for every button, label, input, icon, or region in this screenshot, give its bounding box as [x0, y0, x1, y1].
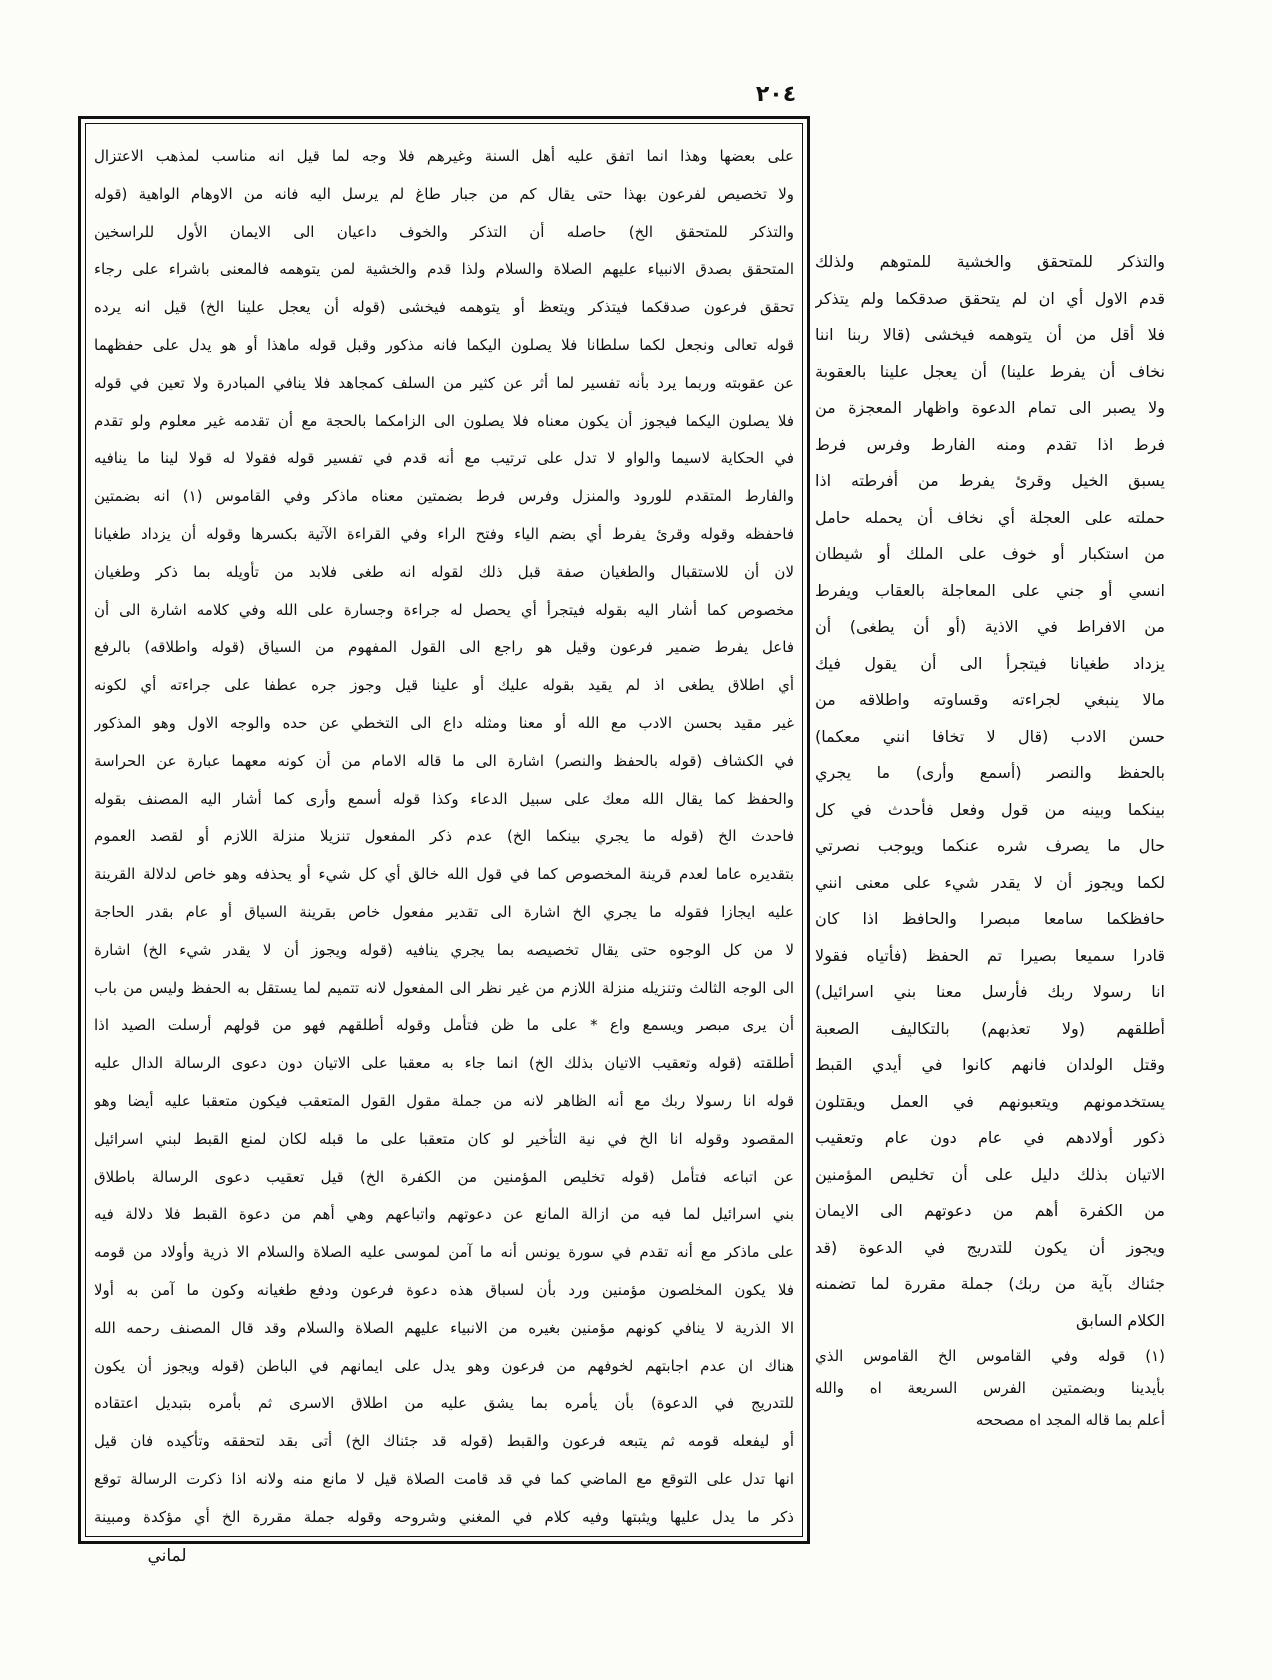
matn-line: لكما ويجوز أن لا يقدر شيء على معنى انني [815, 872, 1165, 892]
commentary-line: المقصود وقوله انا الخ في نية التأخير لو كان متعقبا على ما قبله لكان لمنع القبط لبني اسرائيل [94, 1129, 794, 1148]
matn-line: قادرا سميعا بصيرا تم الحفظ (فأتياه فقولا [815, 945, 1165, 965]
commentary-line: عليه ايجازا فقوله ما يجري الخ اشارة الى تقدير مفعول خاص بقرينة السياق أو عام بقدر الحاجة [94, 902, 794, 921]
commentary-line: أو ليفعله قومه ثم يتبعه فرعون والقبط (قوله قد جئناك الخ) أتى بقد لتحققه وتأكيده فان قيل [94, 1432, 794, 1451]
matn-line: والتذكر للمتحقق والخشية للمتوهم ولذلك [815, 252, 1165, 271]
commentary-line: قوله تعالى ونجعل لكما سلطانا فلا يصلون اليكما فانه مذكور وقبل قوله ماهذا أو هو يدل على حفظهما [94, 335, 794, 354]
commentary-line: أن يرى مبصر ويسمع واع * على ما ظن فتأمل وقوله أطلقهم فهو من قولهم أرسلت الصيد اذا [94, 1016, 794, 1035]
matn-line: الكلام السابق [1076, 1310, 1165, 1330]
matn-line: الاتيان بذلك دليل على أن تخليص المؤمنين [815, 1164, 1165, 1184]
commentary-line: ذكر ما يدل عليها ويثبتها وفيه كلام في المغني وشروحه وقوله جملة مقررة الخ أي مؤكدة ومبينة [94, 1507, 794, 1526]
matn-line: يسبق الخيل وقرئ يفرط من أفرطته اذا [815, 471, 1165, 490]
matn-line: وقتل الولدان فانهم كانوا في أيدي القبط [815, 1055, 1165, 1074]
matn-line: حسن الادب (قال لا تخافا انني معكما) [815, 726, 1165, 746]
matn-line: ويجوز أن يكون للتدريج في الدعوة (قد [815, 1237, 1165, 1257]
commentary-line: في الحكاية لاسيما والواو لا تدل على ترتيب مع أنه قدم في تفسير قوله فقولا له قولا لينا ما ينافيه [94, 449, 794, 468]
commentary-line: هناك ان عدم اجابتهم لخوفهم من فرعون وهو يدل على ايمانهم في الباطن (قوله ويجوز أن يكون [94, 1356, 794, 1375]
commentary-line: على بعضها وهذا انما اتفق عليه أهل السنة وغيرهم فلا وجه لما قيل انه مناسب لمذهب الاعتزال [94, 147, 794, 165]
commentary-line: للتدريج في الدعوة) بأن يأمره بما يشق عليه من اطلاق الاسرى ثم بأمره بتبديل اعتقاده [94, 1394, 794, 1413]
matn-line: فلا أقل من أن يتوهمه فيخشى (قالا ربنا اننا [815, 325, 1165, 344]
matn-line: جئناك بآية من ربك) جملة مقررة لما تضمنه [815, 1274, 1165, 1293]
matn-line: ولا يصبر الى تمام الدعوة واظهار المعجزة من [815, 398, 1165, 417]
matn-line: قدم الاول أي ان لم يتحقق صدقكما ولم يتذكر [815, 288, 1165, 308]
footnote-line: (١) قوله وفي القاموس الخ القاموس الذي [815, 1347, 1165, 1365]
commentary-line: والتذكر للمتحقق الخ) حاصله أن التذكر والخوف داعيان الى الايمان الأول للراسخين [94, 222, 794, 241]
commentary-line: على ماذكر مع أنه تقدم في سورة يونس أنه ما آمن لموسى عليه الصلاة والسلام الا ذرية وأولاد من قومه [94, 1243, 794, 1262]
matn-column [815, 244, 1165, 1339]
matn-line: من الافراط في الاذية (أو أن يطغى) أن [815, 617, 1165, 636]
matn-line: حافظكما سامعا مبصرا والحافظ اذا كان [815, 909, 1165, 928]
matn-line: من الكفرة أهم من دعوتهم الى الايمان [815, 1201, 1165, 1220]
commentary-line: لان أن للاستقبال والطغيان صفة قبل ذلك لقوله انه طغى فلابد من تأويله بما ذكر وطغيان [94, 562, 794, 581]
footnote-line: بأيدينا وبضمتين الفرس السريعة اه والله [815, 1379, 1165, 1397]
commentary-line: بتقديره عاما لعدم قرينة المخصوص كما في قول الله خالق أي كل شيء أو يحذفه وهو خاص لدلالة القرينة [94, 865, 794, 884]
commentary-line: عن اتباعه فتأمل (قوله تخليص المؤمنين من الكفرة الخ) قيل تعقيب دعوى الرسالة باطلاق [94, 1167, 794, 1186]
commentary-line: فلا يصلون اليكما فيجوز أن يكون معناه فلا يصلون الى الزامكما بالحجة مع أن تقدمه غير معلوم ولو تقدم [94, 411, 794, 430]
catchword: لماني [147, 1546, 187, 1566]
footnote [815, 1340, 1165, 1436]
commentary-line: والحفظ كما يقال الله معك على سبيل الدعاء وكذا قوله أسمع وأرى كما أشار اليه المصنف بقوله [94, 789, 794, 808]
commentary-line: فاحفظه وقوله وقرئ يفرط أي بضم الياء وفتح الراء وفي القراءة الآتية بكسرها وقوله أن يزداد طغيانا [94, 524, 794, 543]
matn-line: حملته على العجلة أي نخاف أن يحمله حامل [815, 507, 1165, 527]
matn-line: بينكما وبينه من قول وفعل فأحدث في كل [815, 799, 1165, 819]
matn-line: يزداد طغيانا فيتجرأ الى أن يقول فيك [815, 653, 1165, 673]
commentary-line: انها تدل على التوقع مع الماضي كما في قد قامت الصلاة قيل لا مانع منه ولانه اذا ذكرت الرسالة توقع [94, 1469, 794, 1488]
commentary-line: الا الذرية لا ينافي كونهم مؤمنين بغيره من الانبياء عليهم الصلاة والسلام وقد قال المصنف رحمه الله [94, 1318, 794, 1337]
commentary-line: بني اسرائيل لما فيه من ازالة المانع عن دعوتهم واتباعهم وهي أهم من دعوة القبط فلا دلالة فيه [94, 1205, 794, 1224]
matn-line: حال ما يصرف شره عنكما ويوجب نصرتي [815, 836, 1165, 855]
commentary-line: ولا تخصيص لفرعون بهذا حتى يقال كم من جبار طاغ لم يرسل اليه فانه من الاوهام الواهية (قوله [94, 184, 794, 203]
commentary-text [94, 138, 794, 1536]
matn-line: ذكور أولادهم في عام دون عام وتعقيب [815, 1128, 1165, 1147]
commentary-line: لا من كل الوجوه حتى يقال تخصيصه بما يجري ينافيه (قوله ويجوز أن لا يقدر شيء الخ) اشارة [94, 940, 794, 959]
matn-line: نخاف أن يفرط علينا) أن يعجل علينا بالعقوبة [815, 361, 1165, 381]
commentary-line: غير مقيد بحسن الادب مع الله أو معنا ومثله داع الى التخطي عن حده والوجه الاول وهو المذكور [94, 713, 794, 732]
commentary-line: المتحقق بصدق الانبياء عليهم الصلاة والسلام ولذا قدم والخشية لمن يتوهمه فالمعنى باشراء على رجاء [94, 260, 794, 279]
commentary-line: والفارط المتقدم للورود والمنزل وفرس فرط بضمتين معناه ماذكر وفي القاموس (١) انه بضمتين [94, 487, 794, 506]
matn-line: أطلقهم (ولا تعذبهم) بالتكاليف الصعبة [815, 1018, 1165, 1038]
commentary-line: فاعل يفرط ضمير فرعون وقيل هو راجع الى القول المفهوم من السياق (قوله واطلاقه) بالرفع [94, 638, 794, 657]
page-number: ٢٠٤ [755, 82, 797, 107]
commentary-line: أطلقته (قوله وتعقيب الاتيان بذلك الخ) انما جاء به معقبا على الاتيان دون دعوى الرسالة الدال عليه [94, 1054, 794, 1073]
commentary-line: قوله انا رسولا ربك مع أنه الظاهر لانه من جملة مقول القول المتعقب فيكون متعقبا عليه أيضا وهو [94, 1091, 794, 1110]
commentary-line: أي اطلاق يطغى اذ لم يقيد بقوله عليك أو علينا قيل وجوز جره عطفا على جراءته أي لكونه [94, 676, 794, 695]
commentary-line: فاحدث الخ (قوله ما يجري بينكما الخ) عدم ذكر المفعول تنزيلا منزلة اللازم أو لقصد العموم [94, 827, 794, 846]
commentary-line: فلا يكون المخلصون مؤمنين ورد بأن لسباق هذه دعوة فرعون ودفع طغيانه وكون ما آمن به أولا [94, 1280, 794, 1299]
commentary-line: عن عقوبته وربما يرد بأنه تفسير لما أثر عن كثير من السلف كمجاهد فلا ينافي المبادرة ولا تعين في قوله [94, 373, 794, 392]
matn-line: يستخدمونهم ويتعبونهم في العمل ويقتلون [815, 1091, 1165, 1111]
commentary-line: الى الوجه الثالث وتنزيله منزلة اللازم من غير نظر الى المفعول لانه تتميم لما يستقل به الحفظ وليس من باب [94, 978, 794, 997]
matn-line: من استكبار أو خوف على الملك أو شيطان [815, 544, 1165, 563]
matn-line: انا رسولا ربك فأرسل معنا بني اسرائيل) [815, 982, 1165, 1001]
matn-line: فرط اذا تقدم ومنه الفارط وفرس فرط [815, 434, 1165, 454]
matn-line: مالا ينبغي لجراءته وقساوته واطلاقه من [815, 690, 1165, 709]
commentary-line: مخصوص كما أشار اليه بقوله فيتجرأ أي يحصل له جراءة وجسارة على الله وفي كلامه اشارة الى أن [94, 600, 794, 619]
commentary-line: في الكشاف (قوله بالحفظ والنصر) اشارة الى ما قاله الامام من أن كونه معهما عبارة عن الحراسة [94, 751, 794, 770]
matn-line: بالحفظ والنصر (أسمع وأرى) ما يجري [815, 763, 1165, 782]
footnote-line: أعلم بما قاله المجد اه مصححه [975, 1411, 1165, 1429]
commentary-line: تحقق فرعون صدقكما فيتذكر ويتعظ أو يتوهمه فيخشى (قوله أن يعجل علينا الخ) قيل انه يرده [94, 298, 794, 317]
matn-line: انسي أو جني على المعاجلة بالعقاب ويفرط [815, 580, 1165, 600]
